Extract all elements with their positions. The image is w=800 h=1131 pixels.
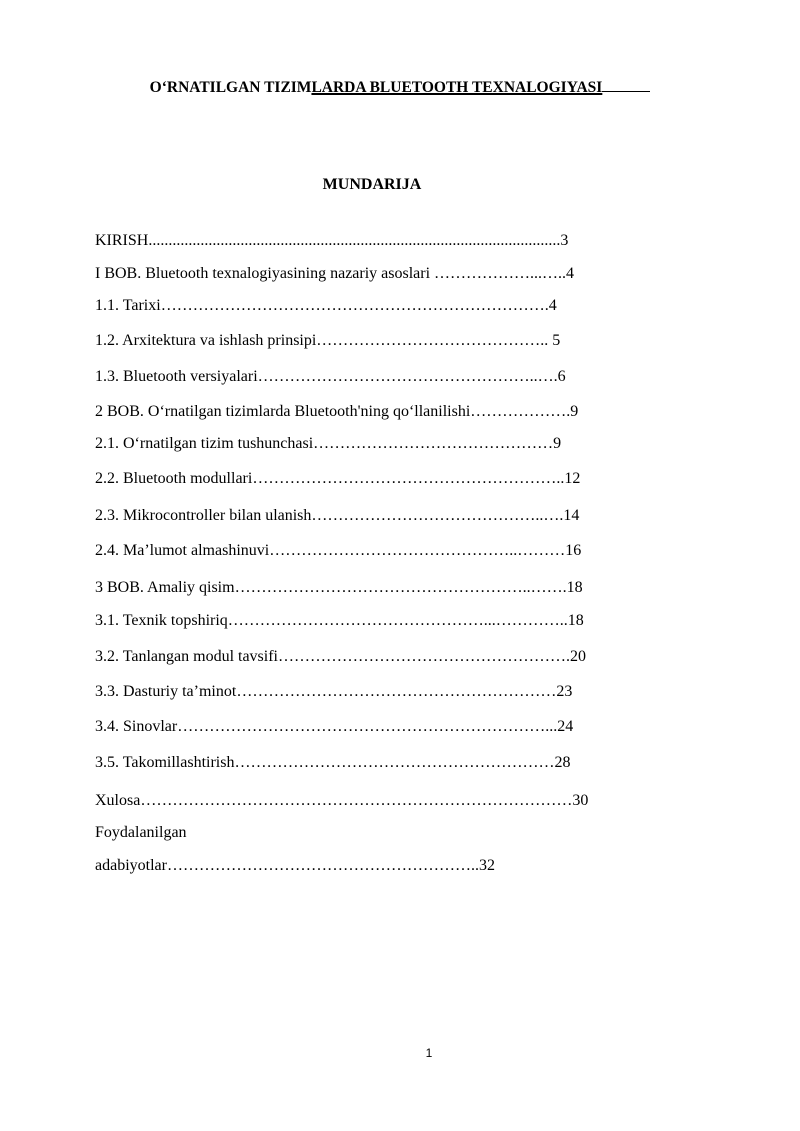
toc-entry-kirish: KIRISH.......................................................................................................3 (95, 232, 569, 249)
document-title-part2: LARDA BLUETOOTH TEXNALOGIYASI (311, 79, 603, 96)
toc-heading: MUNDARIJA (322, 176, 422, 193)
toc-entry-bob-3: 3 BOB. Amaliy qisim………………………………………………..…….18 (95, 579, 583, 596)
toc-entry-2-1: 2.1. O‘rnatilgan tizim tushunchasi………………………………………9 (95, 435, 562, 452)
toc-entry-1-2: 1.2. Arxitektura va ishlash prinsipi…………………………………….. 5 (95, 332, 561, 349)
toc-entry-2-3: 2.3. Mikrocontroller bilan ulanish……………………………………..….14 (95, 507, 580, 524)
toc-entry-1-3: 1.3. Bluetooth versiyalari……………………………………………..….6 (95, 368, 566, 385)
toc-entry-3-4: 3.4. Sinovlar……………………………………………………………...24 (95, 718, 574, 735)
toc-entry-xulosa: Xulosa………………………………………………………………………30 (95, 792, 589, 809)
toc-entry-bob-2: 2 BOB. O‘rnatilgan tizimlarda Bluetooth'ning qo‘llanilishi……………….9 (95, 403, 579, 420)
toc-entry-3-2: 3.2. Tanlangan modul tavsifi……………………………………………….20 (95, 648, 586, 665)
document-title-part1: O‘RNATILGAN TIZIM (149, 79, 312, 96)
toc-entry-adabiyotlar: adabiyotlar…………………………………………………..32 (95, 857, 495, 874)
toc-entry-3-5: 3.5. Takomillashtirish……………………………………………………28 (95, 754, 571, 771)
toc-entry-bob-1: I BOB. Bluetooth texnalogiyasining nazariy asoslari ………………...…..4 (95, 265, 575, 282)
toc-entry-2-2: 2.2. Bluetooth modullari…………………………………………………..12 (95, 470, 581, 487)
toc-entry-1-1: 1.1. Tarixi……………………………………………………………….4 (95, 297, 557, 314)
toc-entry-foydalanilgan: Foydalanilgan (95, 824, 187, 841)
title-underline-tail (602, 78, 650, 92)
toc-entry-3-1: 3.1. Texnik topshiriq…………………………………………...…………..18 (95, 612, 584, 629)
document-title (0, 78, 800, 97)
toc-entry-3-3: 3.3. Dasturiy ta’minot……………………………………………………23 (95, 683, 573, 700)
page-number: 1 (425, 1046, 433, 1060)
toc-entry-2-4: 2.4. Ma’lumot almashinuvi………………………………………..………16 (95, 542, 582, 559)
